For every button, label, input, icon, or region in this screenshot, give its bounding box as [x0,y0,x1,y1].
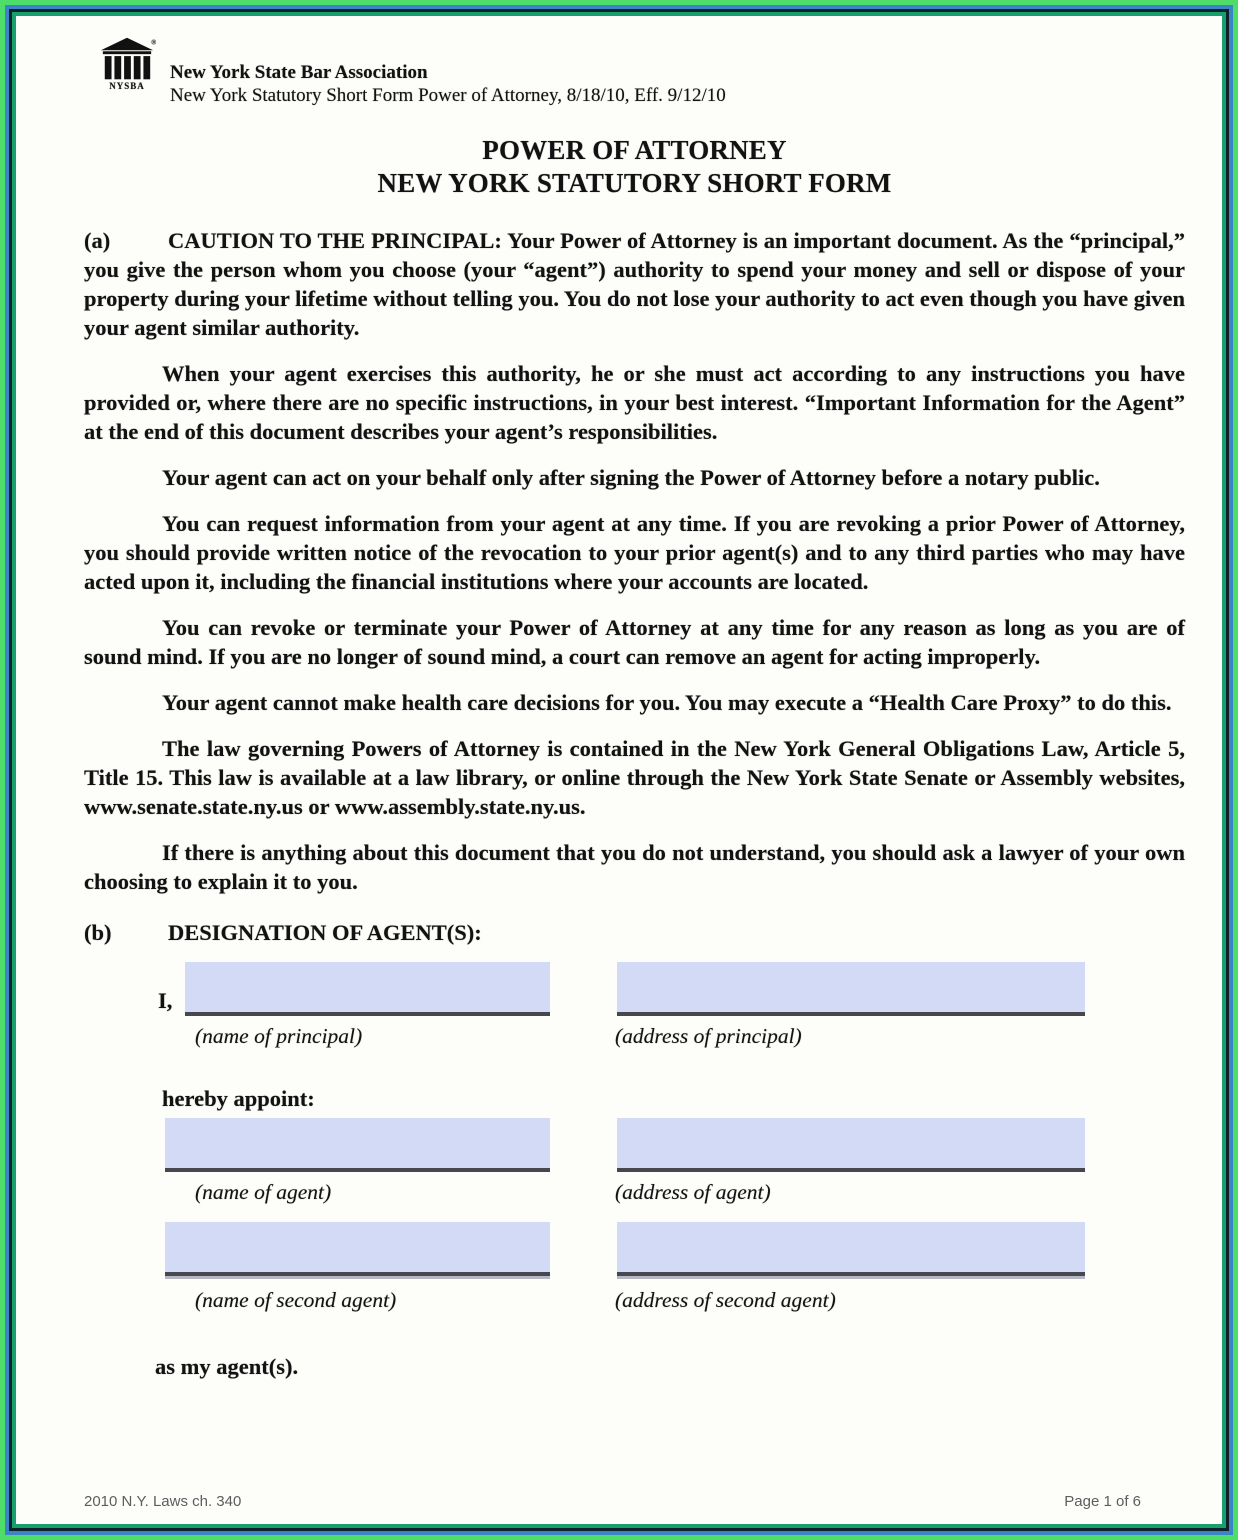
nysba-logo [96,36,158,91]
agent-captions [84,1178,1185,1212]
nysba-logo-text: NYSBA [109,81,145,91]
paragraph-revoking-prior: You can request information from your agent at any time. If you are revoking a prior Power of Attorney, you should provide written notice of the revocation to your prior agent(s) and to any third parties who may have acted upon it, including the financial institutions where your accounts are located. [84,511,1185,594]
paragraph-caution [84,226,1185,342]
section-a-label: (a) [84,228,111,253]
paragraph-notary: Your agent can act on your behalf only after signing the Power of Attorney before a notary public. [162,465,1100,490]
paragraph-health-care: Your agent cannot make health care decisions for you. You may execute a “Health Care Proxy” to do this. [162,690,1172,715]
org-name: New York State Bar Association [170,62,428,83]
principal-captions [84,1022,1185,1056]
caution-text: Your Power of Attorney is an important document. As the “principal,” you give the person whom you choose (your “agent”) authority to spend your money and sell or dispose of your property during your lifetime without telling you. You do not lose your authority to act even though you have given your agent similar authority. [84,228,1185,340]
document-header [96,36,1185,108]
agent-address-field[interactable] [617,1118,1085,1172]
i-prefix: I, [158,988,173,1013]
second-agent-row [165,1222,1185,1276]
courthouse-icon [98,36,156,82]
document-title [84,134,1185,200]
svg-text:®: ® [151,39,156,47]
principal-address-caption: (address of principal) [615,1024,802,1048]
paragraph-revoke-terminate: You can revoke or terminate your Power of Attorney at any time for any reason as long as you are of sound mind. If you are no longer of sound mind, a court can remove an agent for acting improperly. [84,615,1185,669]
second-agent-name-caption: (name of second agent) [195,1288,397,1312]
designation-heading: DESIGNATION OF AGENT(S): [168,920,482,945]
second-agent-captions [84,1286,1185,1320]
footer-citation: 2010 N.Y. Laws ch. 340 [84,1493,242,1510]
page-footer [0,1493,1238,1510]
header-text-block [170,36,726,108]
form-version-line: New York Statutory Short Form Power of Attorney, 8/18/10, Eff. 9/12/10 [170,85,726,106]
principal-address-field[interactable] [617,962,1085,1016]
second-agent-name-field[interactable] [165,1222,550,1276]
as-my-agents-text: as my agent(s). [155,1354,299,1379]
paragraph-agent-exercises: When your agent exercises this authority, he or she must act according to any instructions you have provided or, where there are no specific instructions, in your best interest. “Important Information for the Agent” at the end of this document describes your agent’s responsibilities. [84,361,1185,444]
paragraph-governing-law: The law governing Powers of Attorney is contained in the New York General Obligations Law, Article 5, Title 15. This law is available at a law library, or online through the New York State Senate or Assembly websites, www.senate.state.ny.us or www.assembly.state.ny.us. [84,736,1185,819]
title-line-2: NEW YORK STATUTORY SHORT FORM [377,168,892,198]
title-line-1: POWER OF ATTORNEY [482,135,787,165]
caution-heading: CAUTION TO THE PRINCIPAL: [168,228,502,253]
agent-address-caption: (address of agent) [615,1180,771,1204]
principal-row [84,962,1185,1016]
body-paragraphs [84,226,1185,896]
agent-row [165,1118,1185,1172]
footer-page-number: Page 1 of 6 [1064,1493,1141,1510]
hereby-appoint-text: hereby appoint: [162,1086,315,1111]
section-b-label: (b) [84,920,112,945]
second-agent-address-caption: (address of second agent) [615,1288,836,1312]
principal-name-caption: (name of principal) [195,1024,363,1048]
principal-name-field[interactable] [185,962,550,1016]
designation-fields [84,962,1185,1380]
paragraph-ask-lawyer: If there is anything about this document that you do not understand, you should ask a lawyer of your own choosing to explain it to you. [84,840,1185,894]
agent-name-caption: (name of agent) [195,1180,332,1204]
agent-name-field[interactable] [165,1118,550,1172]
second-agent-address-field[interactable] [617,1222,1085,1276]
section-b-heading-row [84,920,1185,946]
